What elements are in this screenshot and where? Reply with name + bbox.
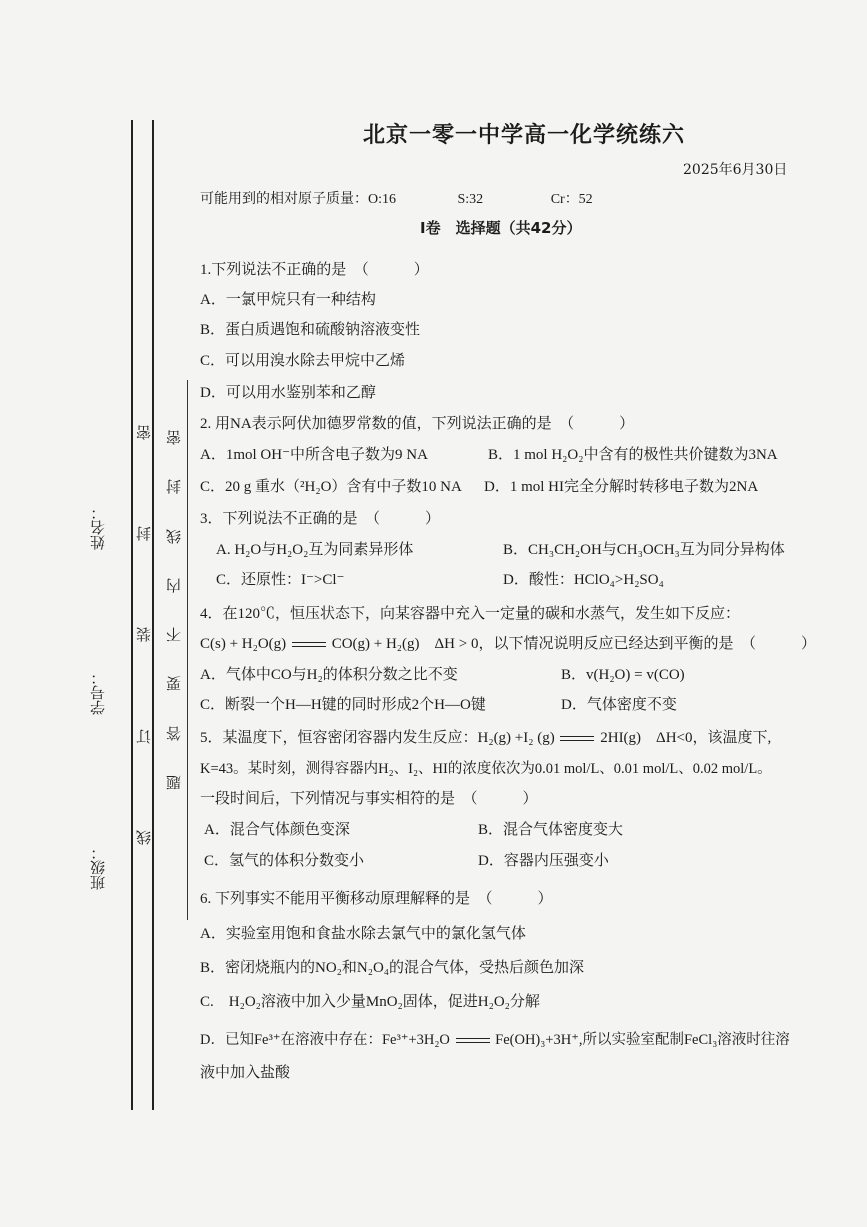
seal-char: 答 bbox=[166, 725, 183, 741]
q5-stem-left: 5．某温度下，恒容密闭容器内发生反应：H₂(g) +I₂ (g) bbox=[200, 730, 555, 746]
equilibrium-arrow-icon bbox=[292, 640, 326, 650]
q2-stem: 2. 用NA表示阿伏加德罗常数的值，下列说法正确的是 （ ） bbox=[200, 416, 635, 432]
q1-option-a: A．一氯甲烷只有一种结构 bbox=[200, 292, 376, 308]
q3-option-d: D．酸性：HClO₄>H₂SO₄ bbox=[503, 572, 664, 588]
atomic-mass-line bbox=[200, 188, 593, 208]
name-label: 姓名： bbox=[90, 505, 107, 550]
seal-char: 要 bbox=[166, 676, 183, 692]
q5-stem-right: 2HI(g) ΔH<0，该温度下, bbox=[600, 730, 772, 746]
q5-option-a: A．混合气体颜色变深 bbox=[204, 822, 350, 838]
seal-inner-text bbox=[164, 430, 185, 790]
seal-char: 线 bbox=[136, 830, 153, 845]
q2-option-b: B．1 mol H₂O₂中含有的极性共价键数为3NA bbox=[488, 447, 778, 463]
q3-stem: 3．下列说法不正确的是 （ ） bbox=[200, 511, 441, 527]
q1-option-b: B．蛋白质遇饱和硫酸钠溶液变性 bbox=[200, 322, 421, 338]
q4-option-b: B．v(H₂O) = v(CO) bbox=[561, 667, 685, 683]
equilibrium-arrow-icon bbox=[456, 1036, 490, 1046]
exam-date: 2025年6月30日 bbox=[683, 162, 788, 178]
section-heading: I卷 选择题（共42分） bbox=[420, 219, 582, 237]
q6-option-a: A．实验室用饱和食盐水除去氯气中的氯化氢气体 bbox=[200, 926, 526, 942]
seal-char: 题 bbox=[166, 775, 183, 790]
binding-line-seal bbox=[187, 380, 188, 920]
q4-option-c: C．断裂一个H—H键的同时形成2个H—O键 bbox=[200, 697, 486, 713]
binding-line-outer bbox=[131, 120, 133, 1110]
atomic-mass-label: 可能用到的相对原子质量：O:16 bbox=[200, 192, 396, 207]
q3-option-b: B．CH₃CH₂OH与CH₃OCH₃互为同分异构体 bbox=[503, 542, 785, 558]
q1-option-d: D．可以用水鉴别苯和乙醇 bbox=[200, 385, 376, 401]
seal-char: 封 bbox=[136, 526, 153, 542]
q4-equation-right: CO(g) + H₂(g) ΔH > 0，以下情况说明反应已经达到平衡的是 （ ） bbox=[331, 636, 816, 652]
seal-char: 密 bbox=[136, 425, 153, 440]
q5-stem bbox=[200, 726, 771, 747]
q2-option-c: C．20 g 重水（²H₂O）含有中子数10 NA bbox=[200, 479, 462, 495]
student-number-label: 学号： bbox=[90, 670, 107, 715]
q6-option-b: B．密闭烧瓶内的NO₂和N₂O₄的混合气体，受热后颜色加深 bbox=[200, 960, 585, 976]
q6-stem: 6. 下列事实不能用平衡移动原理解释的是 （ ） bbox=[200, 891, 553, 907]
q5-option-b: B．混合气体密度变大 bbox=[478, 822, 624, 838]
seal-char: 装 bbox=[136, 627, 153, 643]
q2-option-a: A．1mol OH⁻中所含电子数为9 NA bbox=[200, 447, 428, 463]
class-label: 班级： bbox=[90, 845, 107, 890]
q5-option-c: C．氢气的体积分数变小 bbox=[204, 853, 365, 869]
q6-option-d bbox=[200, 1028, 790, 1049]
q1-stem: 1.下列说法不正确的是 （ ） bbox=[200, 262, 429, 278]
atomic-mass-s: S:32 bbox=[457, 192, 484, 207]
q4-option-a: A．气体中CO与H₂的体积分数之比不变 bbox=[200, 667, 458, 683]
q5-line2: K=43。某时刻，测得容器内H₂、I₂、HI的浓度依次为0.01 mol/L、0.01 mol/L、0.02 mol/L。 bbox=[200, 761, 772, 777]
exam-title: 北京一零一中学高一化学统练六 bbox=[363, 123, 686, 148]
q3-option-c: C．还原性：I⁻>Cl⁻ bbox=[216, 572, 345, 588]
q4-equation bbox=[200, 632, 816, 653]
q1-option-c: C．可以用溴水除去甲烷中乙烯 bbox=[200, 353, 406, 369]
equilibrium-arrow-icon bbox=[560, 734, 594, 744]
q4-option-d: D．气体密度不变 bbox=[561, 697, 677, 713]
seal-char: 线 bbox=[166, 528, 183, 544]
q5-line3: 一段时间后，下列情况与事实相符的是 （ ） bbox=[200, 791, 538, 807]
atomic-mass-cr: Cr：52 bbox=[550, 192, 593, 207]
seal-char: 订 bbox=[136, 728, 153, 744]
q5-option-d: D．容器内压强变小 bbox=[478, 853, 609, 869]
q4-stem: 4．在120℃，恒压状态下，向某容器中充入一定量的碳和水蒸气，发生如下反应： bbox=[200, 606, 741, 622]
seal-char: 封 bbox=[166, 479, 183, 495]
q3-option-a: A. H₂O与H₂O₂互为同素异形体 bbox=[216, 542, 414, 558]
q6-option-d-right: Fe(OH)₃+3H⁺,所以实验室配制FeCl₃溶液时往溶 bbox=[495, 1032, 790, 1048]
q4-equation-left: C(s) + H₂O(g) bbox=[200, 636, 287, 652]
seal-outer-text bbox=[134, 425, 155, 845]
seal-char: 内 bbox=[166, 577, 183, 593]
name-field[interactable] bbox=[88, 480, 109, 550]
q6-option-d-left: D．已知Fe³⁺在溶液中存在：Fe³⁺+3H₂O bbox=[200, 1032, 450, 1048]
q6-option-c: C. H₂O₂溶液中加入少量MnO₂固体，促进H₂O₂分解 bbox=[200, 994, 540, 1010]
q2-option-d: D．1 mol HI完全分解时转移电子数为2NA bbox=[484, 479, 759, 495]
student-number-field[interactable] bbox=[88, 595, 109, 715]
class-field[interactable] bbox=[88, 770, 109, 890]
q6-option-d-line2: 液中加入盐酸 bbox=[200, 1065, 291, 1081]
seal-char: 密 bbox=[166, 430, 183, 446]
seal-char: 不 bbox=[166, 627, 183, 643]
